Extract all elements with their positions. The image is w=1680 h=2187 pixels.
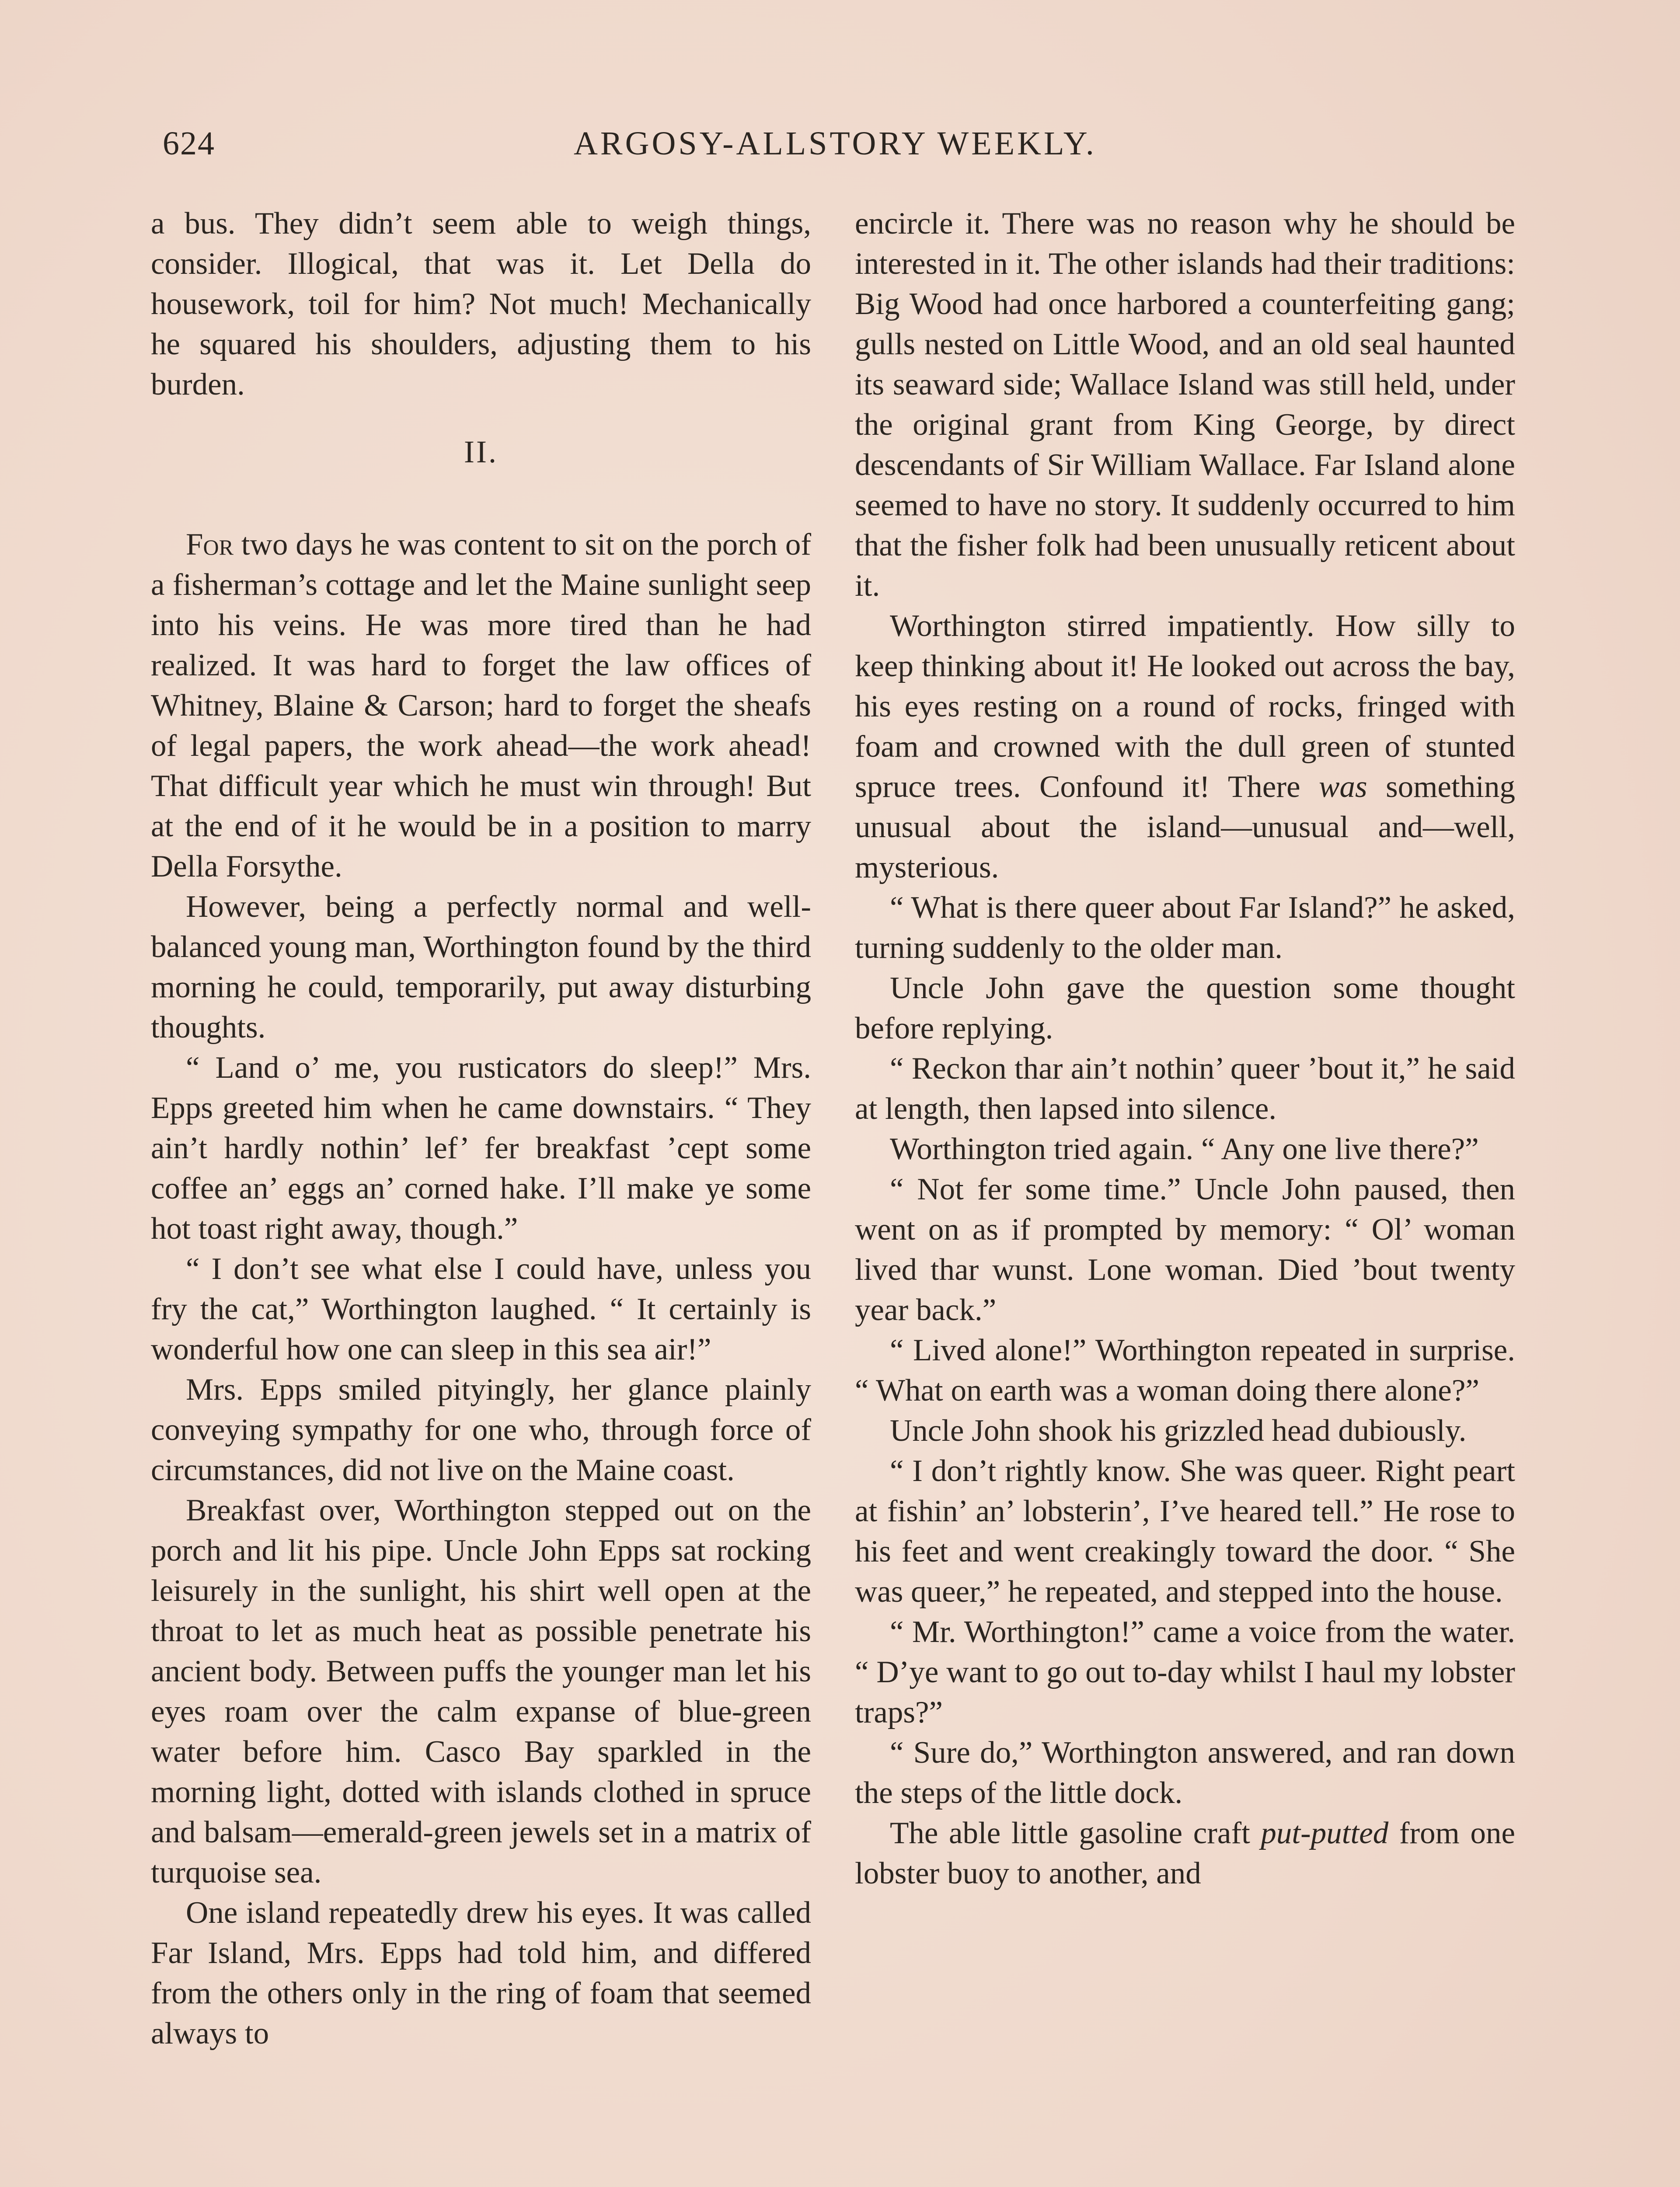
paragraph: Worthington tried again. “ Any one live there?”	[890, 1132, 1479, 1166]
paragraph: Uncle John gave the question some thought before replying.	[855, 971, 1515, 1045]
paragraph: “ Lived alone!” Worthington repeated in surprise. “ What on earth was a woman doing there alone?”	[855, 1333, 1515, 1408]
paragraph: Breakfast over, Worthington stepped out on the porch and lit his pipe. Uncle John Epps sat rocking leisurely in the sunlight, his shirt well open at the throat to let as much heat as possible penetrate his ancient body. Between puffs the younger man let his eyes roam over the calm expanse of blue-green water before him. Casco Bay sparkled in the morning light, dotted with islands clothed in spruce and balsam—emerald-green jewels set in a matrix of turquoise sea.	[151, 1493, 811, 1890]
paragraph: “ I don’t see what else I could have, unless you fry the cat,” Worthington laughed. “ It certainly is wonderful how one can sleep in this sea air!”	[151, 1252, 811, 1366]
section-number: II.	[464, 434, 498, 469]
paragraph-text: something unusual about the island—unusual and—well, mysterious.	[855, 770, 1515, 884]
italic-word: was	[1319, 770, 1367, 804]
drop-lead-word: For	[186, 528, 234, 562]
paragraph	[151, 524, 811, 887]
paragraph: “ Mr. Worthington!” came a voice from the water. “ D’ye want to go out to-day whilst I haul my lobster traps?”	[855, 1615, 1515, 1729]
paragraph: encircle it. There was no reason why he should be interested in it. The other islands had their traditions: Big Wood had once harbored a counterfeiting gang; gulls nested on Little Wood, and an old seal haunted its seaward side; Wallace Island was still held, under the original grant from King George, by direct descendants of Sir William Wallace. Far Island alone seemed to have no story. It suddenly occurred to him that the fisher folk had been unusually reticent about it.	[855, 206, 1515, 603]
paragraph-text: Worthington stirred impatiently. How silly to keep thinking about it! He looked out across the bay, his eyes resting on a round of rocks, fringed with foam and crowned with the dull green of stunted spruce trees. Confound it! There	[855, 609, 1515, 804]
paragraph: One island repeatedly drew his eyes. It was called Far Island, Mrs. Epps had told him, and differed from the others only in the ring of foam that seemed always to	[151, 1896, 811, 2051]
paragraph: a bus. They didn’t seem able to weigh things, consider. Illogical, that was it. Let Della do housework, toil for him? Not much! Mechanically he squared his shoulders, adjusting them to his burden.	[151, 206, 811, 402]
paragraph: “ Land o’ me, you rusticators do sleep!” Mrs. Epps greeted him when he came downstairs. “ They ain’t hardly nothin’ lef’ fer breakfast ’cept some coffee an’ eggs an’ corned hake. I’ll make ye some hot toast right away, though.”	[151, 1051, 811, 1246]
italic-word: put-putted	[1261, 1816, 1389, 1850]
paragraph: “ I don’t rightly know. She was queer. Right peart at fishin’ an’ lobsterin’, I’ve heared tell.” He rose to his feet and went creakingly toward the door. “ She was queer,” he repeated, and stepped into the house.	[855, 1454, 1515, 1609]
paragraph-text: The able little gasoline craft	[890, 1816, 1261, 1850]
paragraph-text: from one lobster buoy to another, and	[855, 1816, 1515, 1890]
paragraph: However, being a perfectly normal and well-balanced young man, Worthington found by the third morning he could, temporarily, put away disturbing thoughts.	[151, 890, 811, 1045]
paragraph: Mrs. Epps smiled pityingly, her glance plainly conveying sympathy for one who, through force of circumstances, did not live on the Maine coast.	[151, 1373, 811, 1487]
paragraph: “ Reckon thar ain’t nothin’ queer ’bout it,” he said at length, then lapsed into silence.	[855, 1052, 1515, 1126]
paragraph-text: two days he was content to sit on the porch of a fisherman’s cottage and let the Maine sunlight seep into his veins. He was more tired than he had realized. It was hard to forget the law offices of Whitney, Blaine & Carson; hard to forget the sheafs of legal papers, the work ahead—the work ahead! That difficult year which he must win through! But at the end of it he would be in a position to marry Della Forsythe.	[151, 528, 811, 884]
right-column	[855, 203, 1515, 1894]
page-header	[157, 125, 1513, 173]
paragraph: Uncle John shook his grizzled head dubiously.	[890, 1414, 1467, 1448]
paragraph: “ Sure do,” Worthington answered, and ran down the steps of the little dock.	[855, 1736, 1515, 1810]
page-number: 624	[163, 125, 215, 162]
paragraph	[855, 1813, 1515, 1894]
left-column	[151, 203, 811, 2054]
paragraph: “ Not fer some time.” Uncle John paused, then went on as if prompted by memory: “ Ol’ woman lived thar wunst. Lone woman. Died ’bout twenty year back.”	[855, 1172, 1515, 1327]
paragraph: “ What is there queer about Far Island?” he asked, turning suddenly to the older man.	[855, 891, 1515, 965]
running-head: ARGOSY-ALLSTORY WEEKLY.	[574, 125, 1097, 162]
paragraph	[855, 606, 1515, 887]
